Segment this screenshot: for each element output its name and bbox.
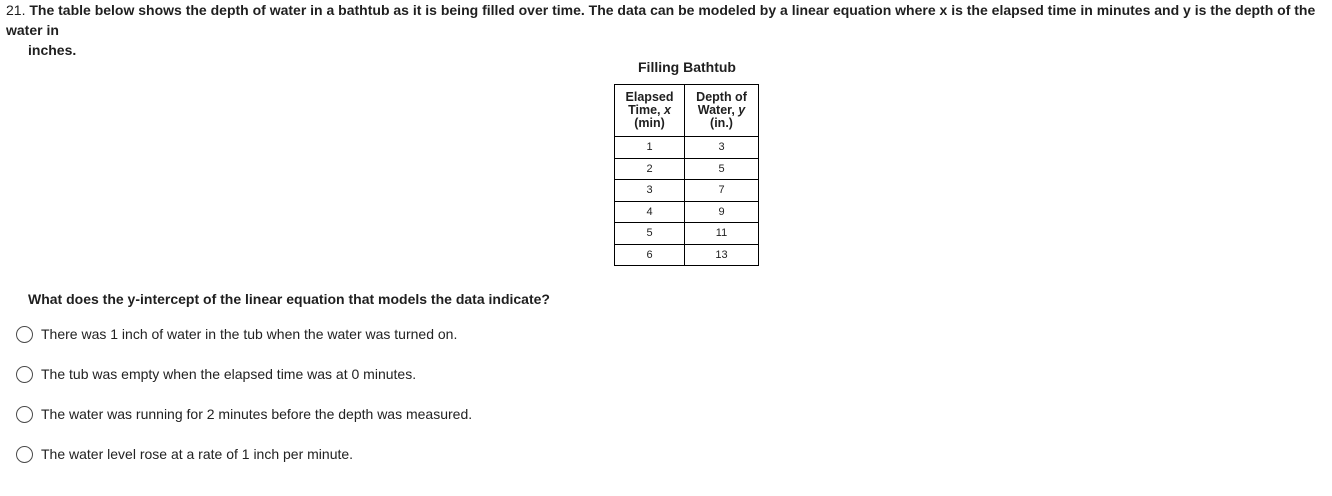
radio-button[interactable] — [16, 326, 33, 343]
header-elapsed-time — [615, 85, 685, 137]
table-row — [615, 180, 759, 202]
answer-option-c[interactable] — [16, 402, 472, 426]
radio-button[interactable] — [16, 366, 33, 383]
table-row — [615, 158, 759, 180]
question-prompt: What does the y-intercept of the linear equation that models the data indicate? — [28, 291, 550, 307]
cell-x: 4 — [615, 201, 685, 223]
data-table — [614, 84, 759, 266]
header-col2-text: Water, — [697, 103, 739, 117]
cell-x: 5 — [615, 223, 685, 245]
header-col1-line1: Elapsed — [625, 90, 674, 104]
table-row — [615, 244, 759, 266]
question-number: 21. — [6, 2, 26, 18]
cell-y: 5 — [685, 158, 759, 180]
header-col1-line3: (min) — [634, 116, 665, 130]
cell-x: 3 — [615, 180, 685, 202]
option-label: There was 1 inch of water in the tub when the water was turned on. — [41, 326, 458, 342]
header-col2-line3: (in.) — [710, 116, 733, 130]
answer-option-d[interactable] — [16, 442, 472, 466]
answer-options — [16, 322, 472, 482]
cell-x: 1 — [615, 137, 685, 159]
header-col2-var: y — [738, 103, 746, 117]
radio-button[interactable] — [16, 446, 33, 463]
cell-y: 7 — [685, 180, 759, 202]
table-title: Filling Bathtub — [638, 59, 736, 75]
option-label: The tub was empty when the elapsed time was at 0 minutes. — [41, 366, 417, 382]
table-row — [615, 137, 759, 159]
cell-y: 13 — [685, 244, 759, 266]
radio-button[interactable] — [16, 406, 33, 423]
header-depth-of-water — [685, 85, 759, 137]
header-col1-text: Time, — [628, 103, 664, 117]
cell-y: 9 — [685, 201, 759, 223]
header-col1-var: x — [663, 103, 671, 117]
stem-line-1 — [6, 0, 1328, 40]
table-header-row — [615, 85, 759, 137]
answer-option-b[interactable] — [16, 362, 472, 386]
stem-line-2: inches. — [28, 42, 77, 58]
question-stem — [6, 0, 1328, 60]
question-text: The table below shows the depth of water in a bathtub as it is being filled over time. The data can be modeled by a linear equation where x is the elapsed time in minutes and y is the depth of the water in — [6, 2, 1316, 38]
table-row — [615, 223, 759, 245]
header-col2-line1: Depth of — [696, 90, 747, 104]
answer-option-a[interactable] — [16, 322, 472, 346]
table-row — [615, 201, 759, 223]
data-table-figure — [614, 58, 760, 266]
cell-x: 2 — [615, 158, 685, 180]
cell-y: 11 — [685, 223, 759, 245]
option-label: The water was running for 2 minutes before the depth was measured. — [41, 406, 473, 422]
option-label: The water level rose at a rate of 1 inch per minute. — [41, 446, 354, 462]
cell-x: 6 — [615, 244, 685, 266]
cell-y: 3 — [685, 137, 759, 159]
